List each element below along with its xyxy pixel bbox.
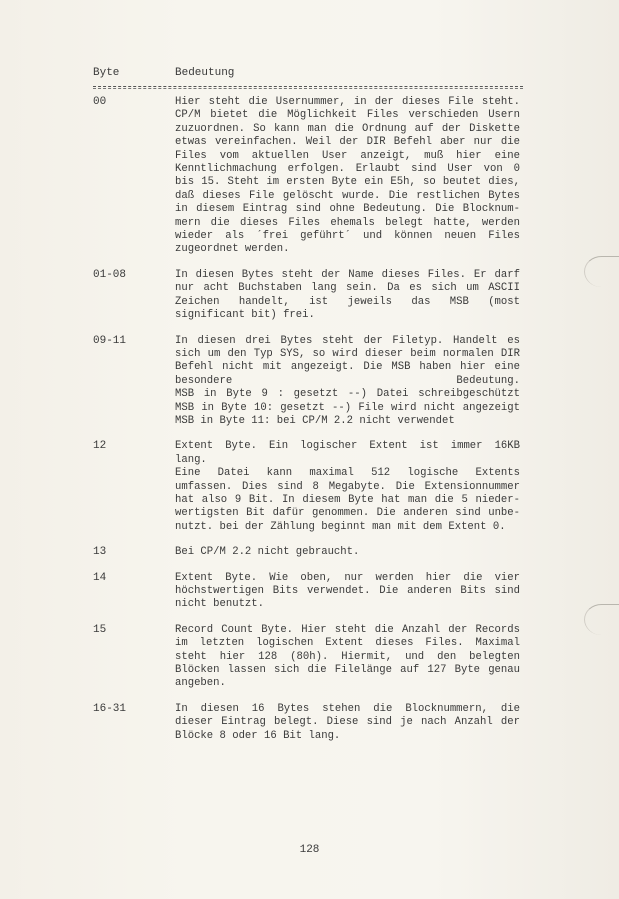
description-line: wieder als ´frei geführt´ und können neuen Files: [175, 230, 520, 243]
byte-offset: 15: [93, 623, 107, 636]
description-line: Record Count Byte. Hier steht die Anzahl der Records: [175, 623, 520, 636]
byte-description: [175, 572, 520, 612]
description-line: significant bit) frei.: [175, 309, 315, 322]
table-row: [93, 572, 523, 612]
description-line: Kenntlichmachung erfolgen. Erlaubt sind User von 0: [175, 163, 520, 176]
byte-offset: 09-11: [93, 334, 127, 347]
description-line: lang.: [175, 453, 207, 466]
description-line: Blöcke 8 oder 16 Bit lang.: [175, 729, 341, 742]
description-line: zuzuordnen. So kann man die Ordnung auf der Diskette: [175, 122, 520, 135]
byte-offset: 00: [93, 96, 107, 108]
description-line: hat also 9 Bit. In diesem Byte hat man die 5 nieder-: [175, 493, 520, 506]
byte-offset: 14: [93, 571, 107, 584]
byte-description: [175, 546, 520, 559]
description-line: im letzten logischen Extent dieses Files. Maximal: [175, 637, 520, 650]
byte-description: [175, 96, 520, 257]
description-line: sich um den Typ SYS, so wird dieser beim normalen DIR: [175, 347, 520, 360]
byte-column-header: Byte: [93, 67, 120, 79]
description-line: höchstwertigen Bits verwendet. Die anderen Bits sind: [175, 585, 520, 597]
table-row: [93, 269, 523, 323]
byte-description: [175, 624, 520, 691]
table-row: [93, 624, 523, 691]
byte-offset: 16-31: [93, 702, 127, 715]
description-line: Blöcken lassen sich die Filelänge auf 127 Byte genau: [175, 664, 520, 677]
description-line: angeben.: [175, 677, 226, 690]
byte-table: [93, 96, 523, 755]
punch-hole-bottom: [584, 604, 619, 635]
description-line: mern die dieses Files ehemals belegt hatte, werden: [175, 216, 520, 229]
byte-offset: 13: [93, 546, 107, 559]
header-divider-secondary: [93, 88, 523, 89]
header-divider: [93, 86, 523, 87]
description-line: Extent Byte. Wie oben, nur werden hier die vier: [175, 571, 520, 584]
description-line: nicht benutzt.: [175, 598, 265, 611]
description-line: MSB in Byte 9 : gesetzt --) Datei schreibgeschützt: [175, 388, 520, 401]
table-row: [93, 546, 523, 559]
byte-description: [175, 440, 520, 534]
page-number: 128: [299, 844, 320, 856]
description-line: umfassen. Dies sind 8 Megabyte. Die Extensionnummer: [175, 480, 520, 493]
byte-description: [175, 269, 520, 323]
description-line: Extent Byte. Ein logischer Extent ist immer 16KB: [175, 440, 520, 453]
description-line: wertigsten Bit dafür genommen. Die anderen sind unbe-: [175, 507, 520, 520]
byte-offset: 12: [93, 440, 107, 453]
description-line: steht hier 128 (80h). Hiermit, und den belegten: [175, 650, 520, 663]
description-line: Files vom aktuellen User anzeigt, muß hier eine: [175, 149, 520, 162]
description-line: daß dieses File gelöscht wurde. Die restlichen Bytes: [175, 189, 520, 202]
description-line: besondere Bedeutung.: [175, 374, 520, 387]
description-line: Eine Datei kann maximal 512 logische Extents: [175, 467, 520, 480]
description-line: Zeichen handelt, ist jeweils das MSB (most: [175, 295, 520, 308]
description-line: in diesem Eintrag sind ohne Bedeutung. Die Blocknum-: [175, 203, 520, 216]
description-line: Hier steht die Usernummer, in der dieses File steht.: [175, 96, 520, 108]
description-line: bis 15. Steht im ersten Byte ein E5h, so beutet dies,: [175, 176, 520, 189]
table-row: [93, 703, 523, 743]
description-line: dieser Eintrag belegt. Diese sind je nach Anzahl der: [175, 716, 520, 729]
table-row: [93, 96, 523, 257]
description-line: In diesen Bytes steht der Name dieses Files. Er darf: [175, 268, 520, 281]
table-row: [93, 335, 523, 429]
description-line: etwas vereinfachen. Weil der DIR Befehl aber nur die: [175, 136, 520, 149]
description-line: MSB in Byte 10: gesetzt --) File wird nicht angezeigt: [175, 401, 520, 414]
description-line: Befehl nicht mit angezeigt. Die MSB haben hier eine: [175, 361, 520, 374]
punch-hole-top: [584, 256, 619, 287]
byte-description: [175, 703, 520, 743]
description-line: CP/M bietet die Möglichkeit Files verschieden Usern: [175, 109, 520, 122]
byte-offset: 01-08: [93, 268, 127, 281]
description-column-header: Bedeutung: [175, 67, 235, 79]
description-line: nutzt. bei der Zählung beginnt man mit dem Extent 0.: [175, 520, 506, 533]
table-row: [93, 440, 523, 534]
description-line: nur acht Buchstaben lang sein. Da es sich um ASCII: [175, 282, 520, 295]
description-line: MSB in Byte 11: bei CP/M 2.2 nicht verwendet: [175, 414, 455, 427]
description-line: In diesen 16 Bytes stehen die Blocknummern, die: [175, 702, 520, 715]
byte-description: [175, 335, 520, 429]
description-line: zugeordnet werden.: [175, 243, 290, 256]
description-line: Bei CP/M 2.2 nicht gebraucht.: [175, 546, 360, 559]
description-line: In diesen drei Bytes steht der Filetyp. Handelt es: [175, 334, 520, 347]
